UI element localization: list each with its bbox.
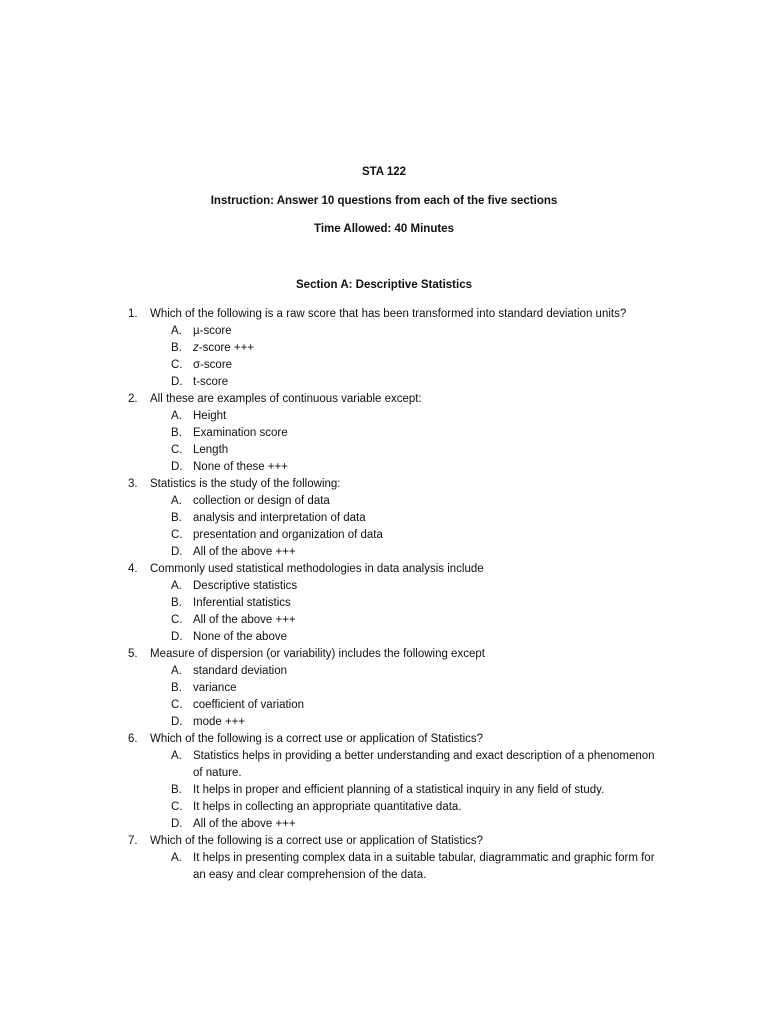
question-item: [0, 646, 768, 731]
option-letter: A.: [171, 580, 182, 592]
option-letter: B.: [171, 512, 182, 524]
option-text: Height: [193, 410, 227, 422]
question-number: 7.: [128, 835, 138, 847]
question-item: [0, 306, 768, 391]
section-title: Section A: Descriptive Statistics: [296, 279, 472, 291]
option-text: It helps in proper and efficient planning of a statistical inquiry in any field of study.: [193, 784, 605, 796]
option-text: analysis and interpretation of data: [193, 512, 366, 524]
option-letter: A.: [171, 325, 182, 337]
option-item: [0, 680, 768, 697]
option-letter: D.: [171, 631, 183, 643]
option-letter: B.: [171, 597, 182, 609]
option-text: None of the above: [193, 631, 287, 643]
option-text: Inferential statistics: [193, 597, 291, 609]
question-number: 2.: [128, 393, 138, 405]
option-text: µ-score: [193, 325, 232, 337]
option-text: Length: [193, 444, 229, 456]
question-number: 3.: [128, 478, 138, 490]
question-item: [0, 391, 768, 476]
option-text: It helps in presenting complex data in a suitable tabular, diagrammatic and graphic form for an easy and clear comprehension of the data.: [193, 852, 655, 881]
option-letter: C.: [171, 444, 183, 456]
option-letter: C.: [171, 359, 183, 371]
question-number: 6.: [128, 733, 138, 745]
option-letter: A.: [171, 410, 182, 422]
option-item: [0, 527, 768, 544]
question-text: All these are examples of continuous variable except:: [150, 393, 422, 405]
option-text: coefficient of variation: [193, 699, 305, 711]
option-item: [0, 323, 768, 340]
option-item: [0, 612, 768, 629]
option-item: [0, 459, 768, 476]
question-item: [0, 561, 768, 646]
option-letter: B.: [171, 342, 182, 354]
question-text: Which of the following is a correct use or application of Statistics?: [150, 835, 484, 847]
option-item: [0, 714, 768, 731]
course-code: STA 122: [361, 166, 407, 178]
option-text: collection or design of data: [193, 495, 330, 507]
option-text: All of the above +++: [193, 614, 296, 626]
option-item: [0, 799, 768, 816]
option-item: [0, 663, 768, 680]
question-item: [0, 731, 768, 833]
option-item: [0, 510, 768, 527]
option-italic-prefix: z: [193, 342, 199, 354]
option-letter: A.: [171, 852, 182, 864]
option-item: [0, 544, 768, 561]
option-text: presentation and organization of data: [193, 529, 383, 541]
option-letter: C.: [171, 614, 183, 626]
time-allowed: Time Allowed: 40 Minutes: [314, 223, 454, 235]
option-text: Descriptive statistics: [193, 580, 298, 592]
option-item: [0, 374, 768, 391]
instruction-line: Instruction: Answer 10 questions from each of the five sections: [210, 195, 558, 207]
option-text: Statistics helps in providing a better understanding and exact description of a phenomenon of nature.: [193, 750, 655, 779]
question-item: [0, 833, 768, 884]
option-item: [0, 408, 768, 425]
option-item: [0, 578, 768, 595]
option-letter: D.: [171, 818, 183, 830]
option-text: t-score: [193, 376, 229, 388]
option-item: [0, 816, 768, 833]
option-item: [0, 850, 768, 884]
question-list: [0, 306, 768, 884]
option-text: [193, 340, 663, 357]
option-text: All of the above +++: [193, 546, 296, 558]
option-letter: B.: [171, 784, 182, 796]
option-text-rest: -score +++: [198, 342, 255, 354]
question-number: 1.: [128, 308, 138, 320]
option-letter: B.: [171, 682, 182, 694]
option-text: It helps in collecting an appropriate quantitative data.: [193, 801, 462, 813]
option-letter: A.: [171, 750, 182, 762]
question-item: [0, 476, 768, 561]
option-text: Examination score: [193, 427, 288, 439]
option-letter: D.: [171, 376, 183, 388]
option-text: All of the above +++: [193, 818, 296, 830]
option-item: [0, 595, 768, 612]
question-text: Which of the following is a correct use or application of Statistics?: [150, 733, 484, 745]
option-item: [0, 442, 768, 459]
option-letter: D.: [171, 546, 183, 558]
option-text: σ-score: [193, 359, 233, 371]
question-text: Measure of dispersion (or variability) includes the following except: [150, 648, 485, 660]
option-text: variance: [193, 682, 237, 694]
option-letter: C.: [171, 801, 183, 813]
question-text: Commonly used statistical methodologies in data analysis include: [150, 563, 484, 575]
option-text: mode +++: [193, 716, 246, 728]
option-item: [0, 425, 768, 442]
option-text: standard deviation: [193, 665, 287, 677]
option-text: None of these +++: [193, 461, 288, 473]
option-letter: A.: [171, 495, 182, 507]
option-letter: B.: [171, 427, 182, 439]
option-letter: C.: [171, 529, 183, 541]
option-item: [0, 493, 768, 510]
option-item: [0, 748, 768, 782]
option-item: [0, 357, 768, 374]
option-letter: D.: [171, 461, 183, 473]
question-text: Which of the following is a raw score that has been transformed into standard deviation units?: [150, 308, 627, 320]
option-letter: A.: [171, 665, 182, 677]
option-item: [0, 697, 768, 714]
question-number: 5.: [128, 648, 138, 660]
option-item: [0, 782, 768, 799]
option-item: [0, 340, 768, 357]
option-letter: C.: [171, 699, 183, 711]
question-number: 4.: [128, 563, 138, 575]
option-item: [0, 629, 768, 646]
question-text: Statistics is the study of the following:: [150, 478, 341, 490]
option-letter: D.: [171, 716, 183, 728]
